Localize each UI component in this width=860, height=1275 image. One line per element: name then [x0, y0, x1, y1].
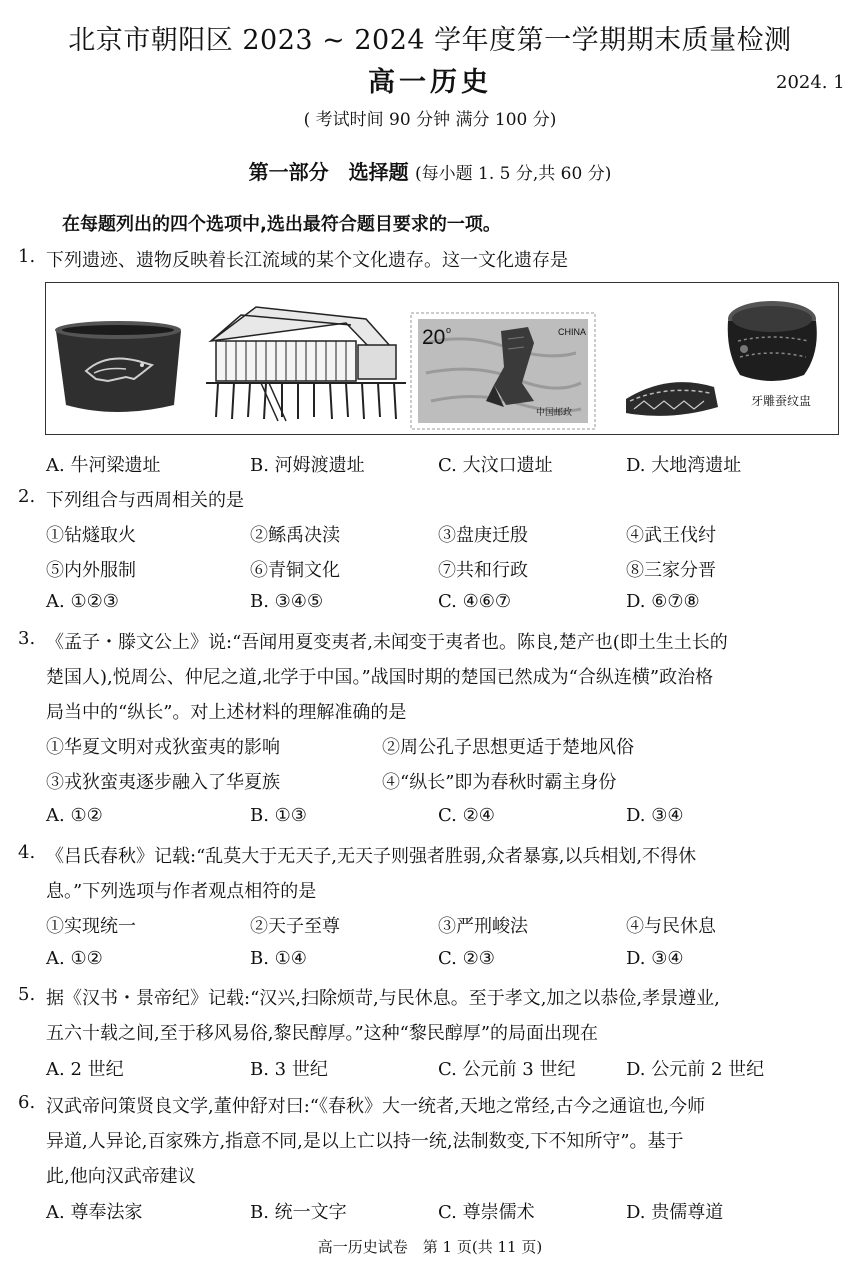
question-stem: 下列遗迹、遗物反映着长江流域的某个文化遗存。这一文化遗存是 [46, 250, 568, 271]
option-c[interactable]: C. ②④ [438, 805, 495, 826]
statement-item: ⑥青铜文化 [250, 560, 340, 581]
statement-item: ③盘庚迁殷 [438, 525, 528, 546]
option-c[interactable]: C. 大汶口遗址 [438, 455, 553, 476]
question-number: 6. [18, 1092, 36, 1113]
option-c[interactable]: C. 尊崇儒术 [438, 1202, 535, 1223]
question-stem: 息。”下列选项与作者观点相符的是 [46, 881, 317, 902]
statement-item: ③严刑峻法 [438, 916, 528, 937]
statement-item: ④与民休息 [626, 916, 716, 937]
option-a[interactable]: A. 牛河梁遗址 [46, 455, 161, 476]
statement-item: ④武王伐纣 [626, 525, 716, 546]
question-number: 4. [18, 842, 36, 863]
section-heading [0, 156, 860, 185]
option-d[interactable]: D. 大地湾遗址 [626, 455, 742, 476]
question-number: 3. [18, 628, 36, 649]
stilt-house-image [206, 307, 406, 421]
option-c[interactable]: C. 公元前 3 世纪 [438, 1059, 576, 1080]
statement-item: ⑦共和行政 [438, 560, 528, 581]
statement-item: ①华夏文明对戎狄蛮夷的影响 [46, 737, 280, 758]
statement-item: ①实现统一 [46, 916, 136, 937]
option-d[interactable]: D. 公元前 2 世纪 [626, 1059, 765, 1080]
option-c[interactable]: C. ②③ [438, 948, 495, 969]
exam-subject: 高一历史 [368, 67, 492, 98]
stamp-post-label: 中国邮政 [536, 408, 573, 418]
option-d[interactable]: D. ③④ [626, 805, 684, 826]
statement-item: ②天子至尊 [250, 916, 340, 937]
question-number: 5. [18, 984, 36, 1005]
statement-item: ②鲧禹决渎 [250, 525, 340, 546]
option-b[interactable]: B. 统一文字 [250, 1202, 347, 1223]
option-b[interactable]: B. ③④⑤ [250, 591, 324, 612]
question-stem: 《孟子・滕文公上》说:“吾闻用夏变夷者,未闻变于夷者也。陈良,楚产也(即土生土长的 [46, 632, 728, 653]
page-footer: 高一历史试卷 第 1 页(共 11 页) [317, 1238, 543, 1256]
statement-item: ②周公孔子思想更适于楚地风俗 [382, 737, 634, 758]
section-title: 第一部分 选择题 [248, 160, 409, 184]
stamp-value-label: 20 [422, 326, 446, 349]
option-a[interactable]: A. ①② [46, 948, 103, 969]
option-b[interactable]: B. ①③ [250, 805, 307, 826]
option-b[interactable]: B. 3 世纪 [250, 1059, 328, 1080]
pottery-bowl-image [55, 321, 181, 412]
question-stem: 五六十载之间,至于移风易俗,黎民醇厚。”这种“黎民醇厚”的局面出现在 [46, 1023, 599, 1044]
statement-item: ③戎狄蛮夷逐步融入了华夏族 [46, 772, 280, 793]
stamp-decor-label: o [446, 325, 452, 335]
question-stem: 异道,人异论,百家殊方,指意不同,是以上亡以持一统,法制数变,下不知所守”。基于 [46, 1131, 684, 1152]
option-a[interactable]: A. ①② [46, 805, 103, 826]
option-b[interactable]: B. 河姆渡遗址 [250, 455, 365, 476]
option-d[interactable]: D. 贵儒尊道 [626, 1202, 724, 1223]
option-a[interactable]: A. 2 世纪 [46, 1059, 124, 1080]
question-stem: 《吕氏春秋》记载:“乱莫大于无天子,无天子则强者胜弱,众者暴寡,以兵相划,不得休 [46, 846, 697, 867]
option-b[interactable]: B. ①④ [250, 948, 307, 969]
question-stem: 据《汉书・景帝纪》记载:“汉兴,扫除烦苛,与民休息。至于孝文,加之以恭俭,孝景遵业, [46, 988, 720, 1009]
option-d[interactable]: D. ⑥⑦⑧ [626, 591, 700, 612]
option-c[interactable]: C. ④⑥⑦ [438, 591, 511, 612]
section-note: (每小题 1. 5 分,共 60 分) [415, 164, 612, 184]
exam-info: ( 考试时间 90 分钟 满分 100 分) [303, 110, 557, 130]
artefact-figure [45, 282, 839, 435]
instruction: 在每题列出的四个选项中,选出最符合题目要求的一项。 [62, 214, 501, 235]
question-stem: 此,他向汉武帝建议 [46, 1166, 196, 1187]
statement-item: ⑤内外服制 [46, 560, 136, 581]
exam-date: 2024. 1 [776, 72, 845, 93]
statement-item: ④“纵长”即为春秋时霸主身份 [382, 772, 617, 793]
question-number: 2. [18, 486, 36, 507]
option-a[interactable]: A. ①②③ [46, 591, 119, 612]
question-number: 1. [18, 246, 36, 267]
option-a[interactable]: A. 尊奉法家 [46, 1202, 143, 1223]
question-stem: 下列组合与西周相关的是 [46, 490, 244, 511]
question-stem: 楚国人),悦周公、仲尼之道,北学于中国。”战国时期的楚国已然成为“合纵连横”政治格 [46, 667, 714, 688]
question-stem: 局当中的“纵长”。对上述材料的理解准确的是 [46, 702, 407, 723]
artefact-illustrations [46, 283, 837, 433]
question-stem: 汉武帝问策贤良文学,董仲舒对曰:“《春秋》大一统者,天地之常经,古今之通谊也,今师 [46, 1096, 706, 1117]
exam-title: 北京市朝阳区 2023 ~ 2024 学年度第一学期期末质量检测 [68, 25, 792, 56]
ivory-cup-caption: 牙雕蚕纹盅 [751, 394, 812, 408]
stamp-country-label: CHINA [558, 327, 587, 337]
statement-item: ①钻燧取火 [46, 525, 136, 546]
option-d[interactable]: D. ③④ [626, 948, 684, 969]
statement-item: ⑧三家分晋 [626, 560, 716, 581]
